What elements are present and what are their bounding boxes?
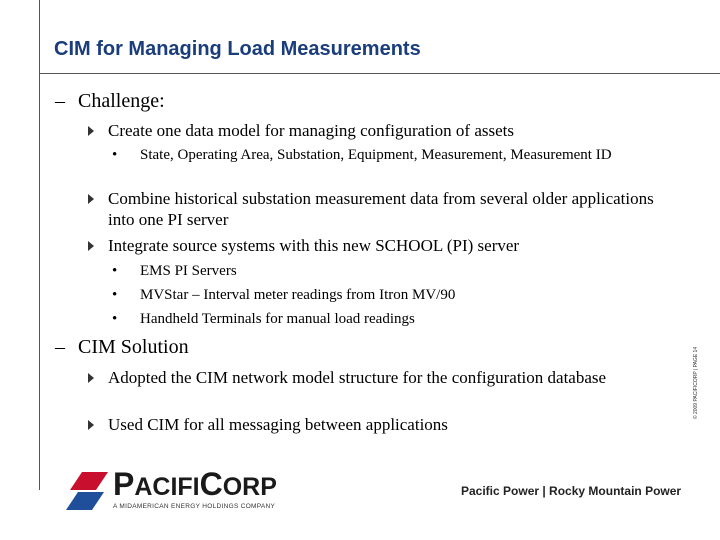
- section-heading-text: Challenge:: [78, 90, 165, 112]
- dash-bullet: –: [55, 90, 65, 112]
- point-text: Adopted the CIM network model structure for the configuration database: [108, 368, 607, 387]
- logo-tagline: A MIDAMERICAN ENERGY HOLDINGS COMPANY: [113, 503, 276, 510]
- brand-footer: Pacific Power | Rocky Mountain Power: [461, 484, 682, 498]
- logo-wordmark: [113, 466, 277, 503]
- point-text: Integrate source systems with this new SCHOOL (PI) server: [108, 236, 520, 255]
- section-heading-text: CIM Solution: [78, 336, 189, 358]
- point-text: Combine historical substation measurement data from several older applications into one PI server: [108, 189, 654, 229]
- pacificorp-logo: [66, 466, 311, 514]
- subpoint-text: EMS PI Servers: [140, 263, 237, 279]
- section-solution-heading: [55, 336, 189, 359]
- wordmark-p: P: [113, 466, 135, 502]
- list-item: [88, 235, 663, 256]
- list-item: [112, 262, 612, 280]
- triangle-bullet-icon: [88, 420, 94, 430]
- bullet-dot-icon: •: [112, 263, 118, 279]
- list-item: [112, 286, 612, 304]
- list-item: [88, 367, 628, 388]
- bullet-dot-icon: •: [112, 287, 118, 303]
- subpoint-text: Handheld Terminals for manual load readings: [140, 311, 415, 327]
- bullet-dot-icon: •: [112, 147, 118, 163]
- list-item: [112, 310, 612, 328]
- list-item: [88, 188, 663, 230]
- side-copyright: [691, 335, 701, 435]
- triangle-bullet-icon: [88, 194, 94, 204]
- dash-bullet: –: [55, 336, 65, 358]
- copyright-text: © 2009 PACIFICORP | PAGE 14: [693, 346, 699, 420]
- wordmark-c: C: [199, 466, 223, 502]
- triangle-bullet-icon: [88, 126, 94, 136]
- wordmark-orp: ORP: [222, 473, 277, 501]
- title-underline: [39, 73, 720, 74]
- subpoint-text: State, Operating Area, Substation, Equipment, Measurement, Measurement ID: [140, 147, 612, 163]
- slide-title: CIM for Managing Load Measurements: [54, 38, 421, 60]
- section-challenge-heading: [55, 90, 165, 113]
- subpoint-text: MVStar – Interval meter readings from Itron MV/90: [140, 287, 456, 303]
- bullet-dot-icon: •: [112, 311, 118, 327]
- list-item: [112, 146, 612, 164]
- logo-mark-icon: [66, 468, 110, 512]
- list-item: [88, 120, 648, 141]
- point-text: Create one data model for managing configuration of assets: [108, 121, 514, 140]
- point-text: Used CIM for all messaging between applications: [108, 415, 448, 434]
- list-item: [88, 414, 628, 435]
- triangle-bullet-icon: [88, 241, 94, 251]
- triangle-bullet-icon: [88, 373, 94, 383]
- wordmark-acifi: ACIFI: [134, 473, 200, 501]
